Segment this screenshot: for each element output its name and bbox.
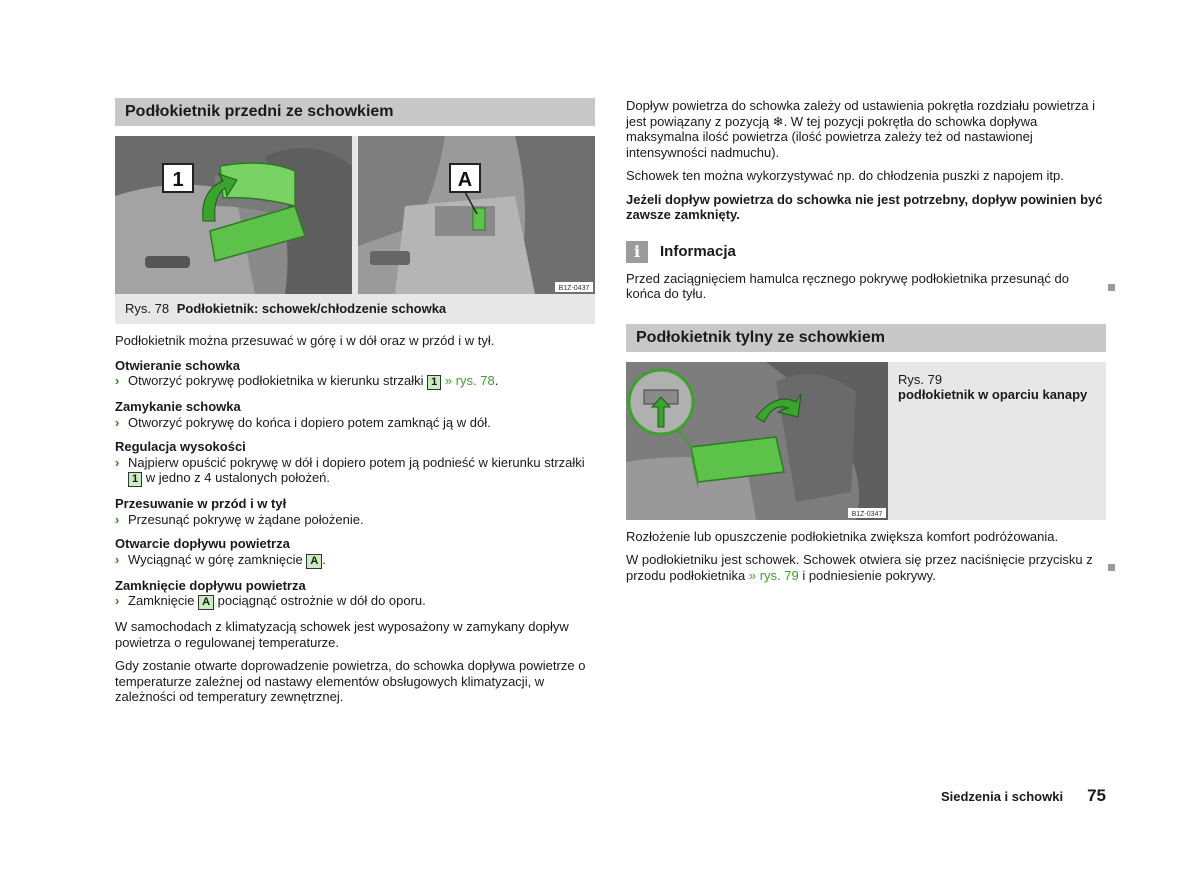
figure2-code: B1Z-0347 [851,510,883,518]
caption2-number: Rys. 79 [898,371,943,387]
step-title: Otwarcie dopływu powietrza [115,536,290,551]
step-text: Otworzyć pokrywę do końca i dopiero potem zamknąć ją w dół. [128,414,491,430]
armrest-front-illustration [115,136,595,294]
step-text: Otworzyć pokrywę podłokietnika w kierunku strzałki [128,373,428,388]
chevron-right-icon: › [115,454,120,470]
step-title: Otwieranie schowka [115,357,240,373]
right-column [626,98,1106,583]
paragraph-air-supply: Dopływ powietrza do schowka zależy od ustawienia pokrętła rozdziału powietrza i jest powiązany z pozycją ❄. W tej pozycji pokrętła do schowka dopływa maksymalna ilość powietrza (ilość powietrza zależy też od nastawionej intensywności nadmuchu). [626,98,1095,160]
step-text-post: . [322,551,326,567]
info-icon: i [626,241,648,263]
step-label-box: A [306,554,322,569]
info-text: Przed zaciągnięciem hamulca ręcznego pokrywę podłokietnika przesunąć do końca do tyłu. [626,270,1069,301]
chevron-right-icon: › [115,593,120,608]
paragraph-can-cooling: Schowek ten można wykorzystywać np. do chłodzenia puszki z napojem itp. [626,168,1064,183]
step-text-post: . [494,373,499,388]
step-instruction [115,415,595,431]
caption-number: Rys. 78 [125,301,170,316]
info-header [626,241,1106,263]
section-heading-rear-armrest: Podłokietnik tylny ze schowkiem [626,324,1106,352]
step-label-box: 1 [128,472,142,487]
figure-caption [115,294,595,324]
caption2-title: podłokietnik w oparciu kanapy [898,387,1088,402]
storage-text-pre: W podłokietniku jest schowek. Schowek otwiera się przez naciśnięcie przycisku z przodu podłokietnika [626,552,1093,583]
step-title: Zamknięcie dopływu powietrza [115,577,306,593]
step-label-box: 1 [427,375,441,390]
footer-section: Siedzenia i schowki [940,789,1064,804]
step-text: Wyciągnąć w górę zamknięcie [128,551,307,567]
step-instruction [115,455,595,488]
panel-a-label: A [457,169,473,191]
chevron-right-icon: › [115,373,120,388]
paragraph-storage [626,552,1106,583]
figure-78 [115,136,595,324]
info-title: Informacja [660,243,736,260]
chevron-right-icon: › [115,511,120,527]
storage-text-post: i podniesienie pokrywy. [798,567,936,583]
section-heading-front-armrest: Podłokietnik przedni ze schowkiem [115,98,595,126]
step-instruction [115,512,595,528]
step-instruction [115,373,595,390]
step-label-box: A [198,595,214,610]
end-mark [1108,284,1115,291]
steps-list [115,358,595,611]
page-footer [941,786,1106,806]
paragraph-air-temperature: Gdy zostanie otwarte doprowadzenie powietrza, do schowka dopływa powietrze o temperaturze zależnej od nastawy elementów obsługowych klimatyzacji, w zależności od temperatury zewnętrznej. [115,658,586,704]
figure2-caption [888,362,1097,520]
paragraph-comfort: Rozłożenie lub opuszczenie podłokietnika zwiększa komfort podróżowania. [626,528,1059,544]
armrest-rear-illustration [626,362,888,520]
paragraph-warning: Jeżeli dopływ powietrza do schowka nie jest potrzebny, dopływ powinien być zawsze zamknięty. [626,191,1103,222]
step-title: Przesuwanie w przód i w tył [115,496,287,511]
caption-title: Podłokietnik: schowek/chłodzenie schowka [176,301,447,316]
panel-1-label: 1 [172,169,184,191]
step-title: Zamykanie schowka [115,399,241,414]
step-text: Przesunąć pokrywę w żądane położenie. [128,511,364,527]
figure-78-link[interactable]: » rys. 78 [441,373,495,388]
step-text: Najpierw opuścić pokrywę w dół i dopiero potem ją podnieść w kierunku strzałki [128,454,585,470]
step-text: Zamknięcie [128,593,199,608]
chevron-right-icon: › [115,414,120,430]
chevron-right-icon: › [115,551,120,567]
end-mark-2 [1108,564,1115,571]
paragraph-air-cooled: W samochodach z klimatyzacją schowek jest wyposażony w zamykany dopływ powietrza o regulowanej temperaturze. [115,619,569,650]
step-title: Regulacja wysokości [115,439,246,454]
figure-79-link[interactable]: » rys. 79 [748,567,799,583]
page-number: 75 [1087,786,1106,805]
left-column [115,98,595,705]
step-text-post: w jedno z 4 ustalonych położeń. [142,470,331,485]
step-instruction [115,593,595,610]
step-instruction [115,552,595,569]
step-text-post: pociągnąć ostrożnie w dół do oporu. [214,593,426,608]
intro-text: Podłokietnik można przesuwać w górę i w dół oraz w przód i w tył. [115,333,495,348]
figure-79 [626,362,1106,520]
figure-code: B1Z-0437 [558,285,590,292]
